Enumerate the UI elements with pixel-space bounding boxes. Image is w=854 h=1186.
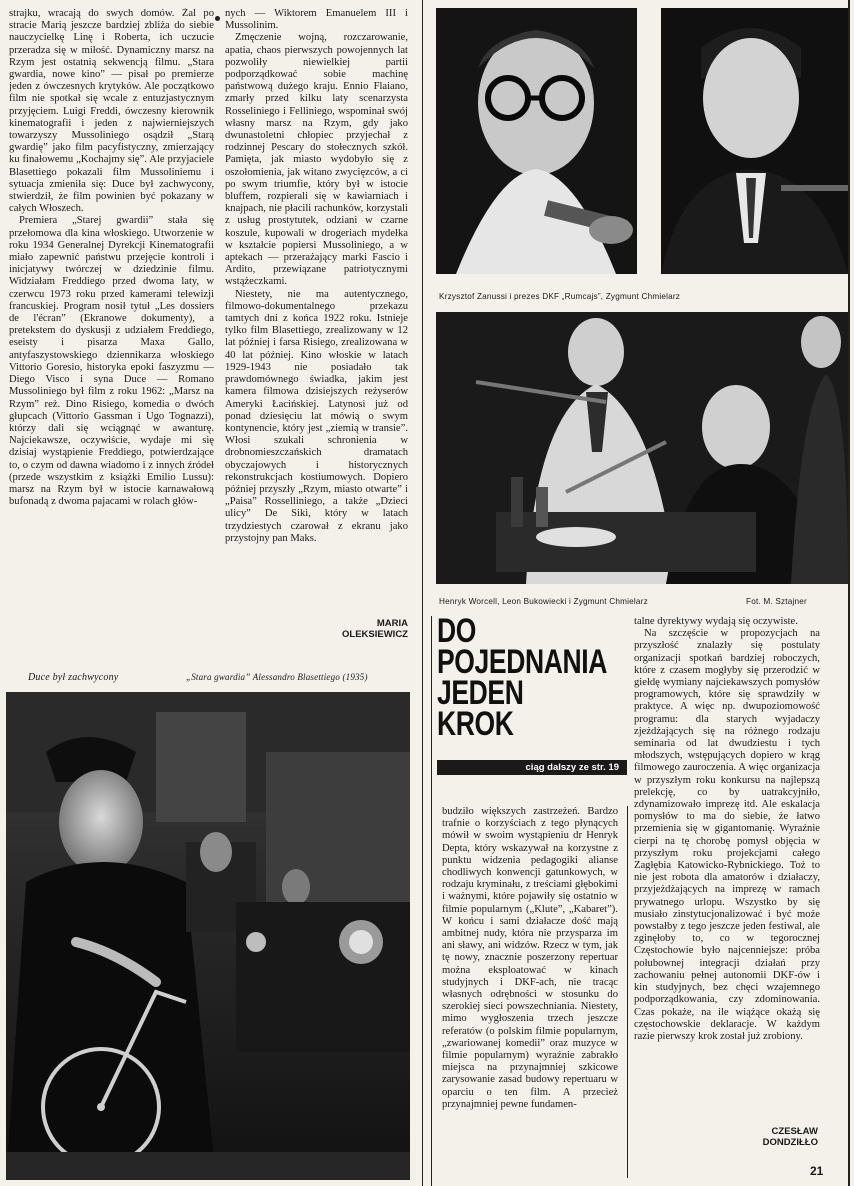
- paragraph: Na szczęście w propozycjach na przyszłość znalazły się postulaty organizacji spotkań bardziej roboczych, które z czasem mogłyby się przerodzić w giełdę wymiany najciekawszych pomysłów programowych, które się sprawdziły w praktyce. A więc np. dwupoziomowość programu: dla starych wyjadaczy zjeżdżających się na różnego rodzaju seminaria od lat dwudziestu i tych młodszych, wstępujących dopiero w krąg filmowego zauroczenia. A więc organizacja w przyszłym roku konkursu na najlepszą prelekcję, co by uatrakcyjniło, zdynamizowało imprezę itd. Ale eskalacja pomysłów to ma do siebie, że łatwo przemienia się w gigantomanię. Wyraźnie cierpi na tę chorobę pomysł objęcia w przyszłym roku projekcjami całego Zagłębia Katowicko-Rybnickiego. Toż to nie jest robota dla amatorów i działaczy, przyjeżdżających na imprezę w ramach prywatnego urlopu. Wszystko by się musiało zinstytucjonalizować i być może powstałby z tego jeszcze jeden festiwal, ale zginęłoby to, co w tegorocznej Częstochowie było najcenniejsze: próba połubownej integracji działań przy zachowaniu pełnej autonomii DKF-ów i kin studyjnych, bez chęci wzajemnego podporządkowania, czy zdominowania. Czas pokaże, na ile wiążące okażą się częstochowskie deklaracje. W każdym razie pierwszy krok został już zrobiony.: [634, 628, 820, 1042]
- article-column-3: [442, 806, 618, 1161]
- panel-image: [436, 312, 848, 584]
- chmielarz-image: [661, 8, 848, 274]
- continued-text: ciąg dalszy ze str. 19: [525, 762, 619, 773]
- author-signature: [300, 618, 408, 640]
- caption-photo-2: Henryk Worcell, Leon Bukowiecki i Zygmunt Chmielarz: [439, 597, 648, 606]
- headline-line: DO: [437, 612, 476, 650]
- article-column-4: [634, 616, 820, 1106]
- paragraph: talne dyrektywy wydają się oczywiste.: [634, 616, 798, 627]
- author-last-name: DONDZIŁŁO: [762, 1137, 818, 1148]
- paragraph: budziło większych zastrzeżeń. Bardzo trafnie o korzyściach z tego płynących mówił w swoim wystąpieniu dr Henryk Depta, który wskazywał na korzystne z punktu widzenia pedagogiki alianse chodliwych konwencji gatunkowych, w rodzaju kryminału, z treściami głębokimi i ważnymi, które pojawiły się ostatnio w filmie popularnym („Klute”, „Kabaret”). W końcu i sami działacze dość mają ambitnej nudy, która nie przysparza im ani sławy, ani widzów. Rzecz w tym, jak tę nowy, znacznie poszerzony repertuar można eksploatować w kinach studyjnych i DKF-ach, nie tracąc własnych odrębności w stosunku do szerokiej sieci powszechniania. Niestety, mimo wygłoszenia trzech jeszcze referatów (o polskim filmie popularnym, „zwariowanej komedii” oraz muzyce w filmie popularnym) wyraźnie zabrakło miejsca na przynajmniej szkicowe zarysowanie zasad budowy repertuaru w oparciu o ten film. A przecież przynajmniej pewne fundamen-: [442, 806, 618, 1110]
- caption-photo-1: Krzysztof Zanussi i prezes DKF „Rumcajs”, Zygmunt Chmielarz: [439, 292, 681, 301]
- film-still-image: [6, 692, 410, 1180]
- author-signature-2: [700, 1126, 818, 1148]
- paragraph: nych — Wiktorem Emanuelem III i Mussolinim.: [225, 8, 408, 32]
- headline: [437, 612, 607, 743]
- column-divider: [422, 0, 423, 1186]
- article-column-2: [225, 8, 408, 608]
- film-still-photo: [6, 692, 410, 1180]
- column-divider: [627, 806, 628, 1178]
- photo-credit: Fot. M. Sztajner: [746, 597, 807, 606]
- page-number: 21: [810, 1164, 824, 1178]
- author-last-name: OLEKSIEWICZ: [342, 629, 408, 640]
- headline-line: JEDEN: [437, 674, 524, 712]
- column-divider: [431, 616, 432, 1186]
- paragraph: Zmęczenie wojną, rozczarowanie, apatia, chaos pierwszych powojennych lat pozwoliły niewielkiej partii podporządkować sobie machinę państwową dużego kraju. Ennio Flaiano, zmarły przed kilku laty scenarzysta Rosseliniego i Felliniego, wspominał swój własny marsz na Rzym, gdy jako dwunastoletni chłopiec przyjechał z rodzinnej Pescary do stołecznych szkół. Pamięta, jak miasto wydobyło się z oszołomienia, jak witano zwycięzców, a ci po swym triumfie, który był w istocie bluffem, rozpierali się w kawiarniach i knajpach, nie płacili rachunków, korzystali z usług prostytutek, odziani w czarne koszule, kupowali w drogeriach mydełka w kształcie popiersi Mussoliniego, a w aptekach — przerażający marki Fascio i Ardito, przewiązane patriotycznymi wstążeczkami.: [225, 32, 408, 288]
- photo-panel: [436, 312, 848, 584]
- continued-banner: [437, 760, 627, 775]
- column-divider: [848, 0, 850, 1186]
- photo-chmielarz: [661, 8, 848, 274]
- article-column-1: [9, 8, 214, 660]
- author-first-name: MARIA: [376, 618, 408, 629]
- photo-zanussi: [436, 8, 637, 274]
- headline-line: KROK: [437, 705, 514, 743]
- bullet-dot: [215, 16, 220, 21]
- headline-line: POJEDNANIA: [437, 643, 607, 681]
- caption-duce: Duce był zachwycony: [28, 672, 119, 683]
- paragraph: strajku, wracają do swych domów. Żal po stracie Marią jeszcze bardziej zbliża do siebie nauczycielkę Linę i Roberta, ich uczucie przeradza się w miłość. Dynamiczny marsz na Rzym jest ostatnią sekwencją filmu. „Stara gwardia, nowe kino” — pisał po premierze jeden z ówczesnych krytyków. Ale początkowo film nie spotkał się wcale z entuzjastycznym przyjęciem. Luigi Freddi, ówczesny kierownik kinematografii i jeden z najwierniejszych towarzyszy Mussoliniego osądził „Starą gwardię” jako film pacyfistyczny, zmierzający ku finałowemu „Kochajmy się”. Ale przyjaciele Blasettiego pokazali film Mussoliniemu i sytuacja zmieniła się: Duce był zachwycony, stwierdził, że film powinien być pokazany w całych Włoszech.: [9, 8, 214, 215]
- author-first-name: CZESŁAW: [771, 1126, 818, 1137]
- paragraph: Niestety, nie ma autentycznego, filmowo-dokumentalnego przekazu tamtych dni z końca 1922 roku. Istnieje tylko film Blasettiego, zrealizowany w 12 lat później i farsa Risiego, zrealizowana w 40 lat później. Kino włoskie w latach 1929-1943 nie posiadało tak prawdomównego świadka, jakim jest kamera filmowa dzisiejszych reżyserów Ameryki Łacińskiej. Latynosi już od ponad dziesięciu lat mówią o swym kontynencie, który jest „ziemią w transie”. Włosi szukali schronienia w drobnomieszczańskich dramatach obyczajowych i historycznych rekonstrukcjach kostiumowych. Dopiero później przyszły „Rzym, miasto otwarte” i „Paisa” Rosselliniego, a także „Dzieci ulicy” De Siki, który w latach trzydziestych czarował z ekranu jako przystojny pan Maks.: [225, 288, 408, 544]
- caption-stara-gwardia: „Stara gwardia” Alessandro Blasettiego (1935): [186, 672, 368, 682]
- paragraph: Premiera „Starej gwardii” stała się przełomowa dla kina włoskiego. Utworzenie w roku 1934 Generalnej Dyrekcji Kinematografii miało zapewnić państwu przejęcie kontroli i inicjatywy twórczej w dziedzinie filmu. Widziałam Freddiego przed dwoma laty, w czerwcu 1973 roku przed kamerami telewizji francuskiej. Program nosił tytuł „Les dossiers de l'écran” (Ekranowe dokumenty), a pretekstem do dyskusji z udziałem Freddiego, eseisty i pisarza Maxa Gallo, antyfaszystowskiego dziennikarza włoskiego Vittorio Goresio, historyka epoki faszyzmu — Diego Visco i syna Duce — Romano Mussoliniego był film z roku 1962: „Marsz na Rzym” reż. Dino Risiego, komedia o dwóch głupcach (Vittorio Gassman i Ugo Tognazzi), którzy dali się wciągnąć w awanturę. Najciekawsze, oczywiście, wydaje mi się dzisiaj wystąpienie Freddiego, potwierdzające to, o czym od dawna wiadomo i z innych źródeł (przede wszystkim z książki Emilio Lussu): marsz na Rzym był w istocie karnawałową bufonadą z dwoma pajacami w rolach głów-: [9, 215, 214, 508]
- zanussi-image: [436, 8, 637, 274]
